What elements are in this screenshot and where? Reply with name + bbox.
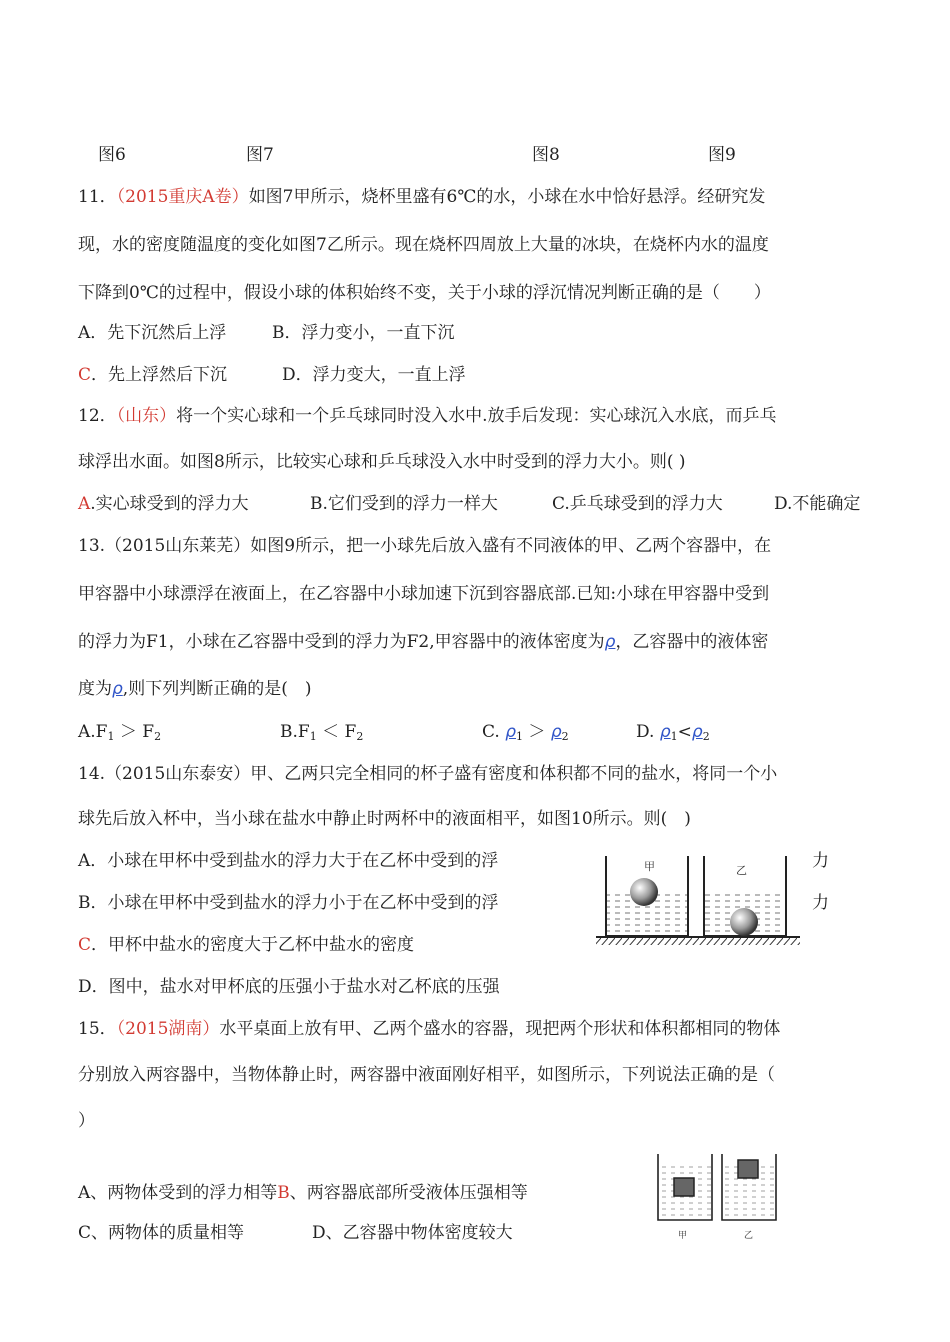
q14-option-a: A．小球在甲杯中受到盐水的浮力大于在乙杯中受到的浮 <box>78 851 499 871</box>
q13-text4a: 度为 <box>78 679 112 699</box>
rho-symbol: ρ <box>604 632 616 652</box>
fig-label-7: 图7 <box>246 145 274 165</box>
rho-symbol: ρ <box>112 679 123 699</box>
q13-line1: 13.（2015山东莱芜）如图9所示，把一小球先后放入盛有不同液体的甲、乙两个容器中，在 <box>78 536 772 556</box>
q15-line3: ） <box>78 1111 95 1131</box>
q13-line4 <box>78 678 311 700</box>
q13-text3a: 的浮力为F1，小球在乙容器中受到的浮力为F2,甲容器中的液体密度为 <box>78 632 605 652</box>
q12-option-c: C.乒乓球受到的浮力大 <box>552 494 723 514</box>
q13-option-a <box>78 721 161 748</box>
q11-option-c-text: ．先上浮然后下沉 <box>91 365 228 385</box>
q13-option-c <box>482 721 569 748</box>
rho-symbol: ρ <box>691 722 703 742</box>
q13-option-d <box>636 721 710 748</box>
q12-option-b: B.它们受到的浮力一样大 <box>310 494 498 514</box>
ball-yi <box>730 908 758 936</box>
fig-label-jia-15: 甲 <box>678 1231 688 1241</box>
q14-option-d: D．图中，盐水对甲杯底的压强小于盐水对乙杯底的压强 <box>78 977 500 997</box>
q15-text1: 水平桌面上放有甲、乙两个盛水的容器，现把两个形状和体积都相同的物体 <box>219 1019 781 1039</box>
q11-text1: 如图7甲所示，烧杯里盛有6℃的水，小球在水中恰好悬浮。经研究发 <box>248 187 766 207</box>
q15-line2: 分别放入两容器中，当物体静止时，两容器中液面刚好相平，如图所示，下列说法正确的是（ <box>78 1065 775 1085</box>
q11-line1 <box>78 186 765 208</box>
fig-label-jia: 甲 <box>644 860 655 873</box>
q13-opt-b-pre: B.F <box>280 722 310 742</box>
q12-text1: 将一个实心球和一个乒乓球同时没入水中.放手后发现：实心球沉入水底，而乒乓 <box>176 406 777 426</box>
fig-label-yi-15: 乙 <box>744 1231 754 1241</box>
q13-option-b <box>280 721 363 748</box>
q13-text4b: ,则下列判断正确的是( ) <box>122 679 312 699</box>
q12-option-a <box>78 493 249 515</box>
q14-line2: 球先后放入杯中，当小球在盐水中静止时两杯中的液面相平，如图10所示。则( ) <box>78 809 691 829</box>
ground-hatch <box>596 938 800 945</box>
q13-opt-c-pre: C. <box>482 722 500 742</box>
q14-line1: 14.（2015山东泰安）甲、乙两只完全相同的杯子盛有密度和体积都不同的盐水，将同一个小 <box>78 764 778 784</box>
q11-option-d: D．浮力变大，一直上浮 <box>282 365 466 385</box>
subscript: 2 <box>154 730 162 743</box>
q13-opt-a-mid: ＞ F <box>119 722 155 742</box>
q14-option-b-tail: 力 <box>812 893 829 913</box>
q12-option-d: D.不能确定 <box>774 494 861 514</box>
q15-option-b-text: 、两容器底部所受液体压强相等 <box>289 1183 528 1203</box>
q13-line2: 甲容器中小球漂浮在液面上，在乙容器中小球加速下沉到容器底部.已知:小球在甲容器中受到 <box>78 584 770 604</box>
rho-symbol: ρ <box>550 722 562 742</box>
q13-opt-b-mid: ＜ F <box>322 722 357 742</box>
q15-option-c: C、两物体的质量相等 <box>78 1223 245 1243</box>
q14-option-a-tail: 力 <box>812 851 829 871</box>
q15-option-a <box>78 1182 528 1204</box>
q13-line3 <box>78 631 768 653</box>
q15-option-d: D、乙容器中物体密度较大 <box>312 1223 513 1243</box>
q12-option-a-text: .实心球受到的浮力大 <box>90 494 249 514</box>
q13-opt-c-mid: ＞ <box>528 722 546 742</box>
fig-label-8: 图8 <box>532 145 560 165</box>
q13-opt-a-pre: A.F <box>78 722 108 742</box>
q11-line2: 现，水的密度随温度的变化如图7乙所示。现在烧杯四周放上大量的冰块，在烧杯内水的温度 <box>78 235 769 255</box>
subscript: 2 <box>356 730 364 743</box>
block-yi <box>738 1160 758 1178</box>
q13-text3b: ，乙容器中的液体密 <box>615 632 769 652</box>
q11-option-a: A．先下沉然后上浮 <box>78 323 227 343</box>
q14-figure <box>594 850 804 946</box>
subscript: 1 <box>309 730 317 743</box>
q15-figure <box>652 1152 782 1244</box>
q15-source: （2015湖南） <box>116 1019 220 1039</box>
q14-option-c-text: ．甲杯中盐水的密度大于乙杯中盐水的密度 <box>91 935 415 955</box>
q11-line3: 下降到0℃的过程中，假设小球的体积始终不变，关于小球的浮沉情况判断正确的是（ ） <box>78 283 771 303</box>
fig-label-9: 图9 <box>708 145 736 165</box>
ball-jia <box>630 878 658 906</box>
q15-option-b-letter: B <box>277 1183 290 1203</box>
fig-label-6: 图6 <box>98 145 126 165</box>
q12-number: 12． <box>78 406 117 426</box>
fig-label-yi: 乙 <box>736 864 747 877</box>
q12-source: （山东） <box>116 406 177 426</box>
q14-option-b: B．小球在甲杯中受到盐水的浮力小于在乙杯中受到的浮 <box>78 893 499 913</box>
q11-number: 11． <box>78 187 117 207</box>
subscript: 2 <box>561 730 569 743</box>
subscript: 1 <box>516 730 524 743</box>
q12-line1 <box>78 405 777 427</box>
q14-option-c-letter: C <box>78 935 92 955</box>
q15-number: 15． <box>78 1019 117 1039</box>
q11-option-b: B．浮力变小，一直下沉 <box>272 323 455 343</box>
q15-option-a-text: A、两物体受到的浮力相等 <box>78 1183 278 1203</box>
q15-line1 <box>78 1018 780 1040</box>
q13-opt-d-pre: D. <box>636 722 655 742</box>
q13-opt-d-mid: < <box>677 722 692 742</box>
block-jia <box>674 1178 694 1196</box>
subscript: 1 <box>107 730 115 743</box>
subscript: 2 <box>702 730 710 743</box>
q11-source: （2015重庆A卷） <box>116 187 249 207</box>
rho-symbol: ρ <box>505 722 517 742</box>
q11-option-c <box>78 364 227 386</box>
q11-option-c-letter: C <box>78 365 92 385</box>
q14-option-c <box>78 934 414 956</box>
rho-symbol: ρ <box>659 722 671 742</box>
q12-option-a-letter: A <box>78 494 91 514</box>
q12-line2: 球浮出水面。如图8所示，比较实心球和乒乓球没入水中时受到的浮力大小。则( ) <box>78 452 686 472</box>
subscript: 1 <box>670 730 678 743</box>
